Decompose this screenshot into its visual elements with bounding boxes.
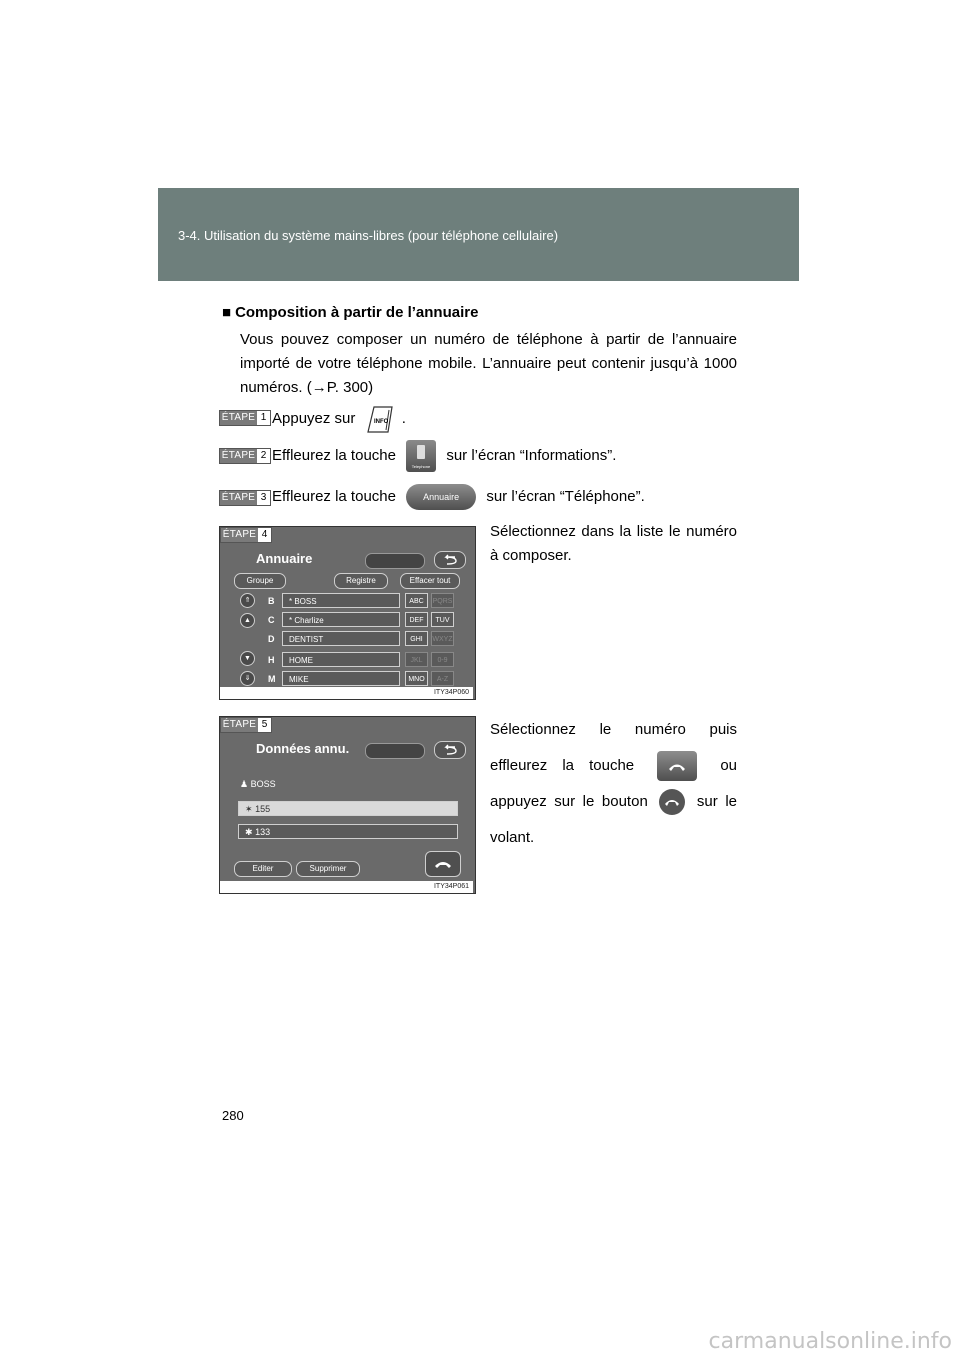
handset-icon [426,852,460,876]
row-letter: M [268,674,276,684]
phone-type-icon: ✶ [245,804,253,814]
page-up-button[interactable]: ⇑ [240,593,255,608]
contact-name [240,779,276,790]
tab-registre[interactable]: Registre [334,573,388,589]
number-row-selected[interactable] [238,801,458,816]
row-letter: B [268,596,275,606]
number-text: 133 [255,827,271,837]
step-1-before: Appuyez sur [272,409,356,427]
phonebook-data-screen [219,716,476,894]
step-5-text-a: Sélectionnez le numéro puis effleurez la touche [490,721,737,774]
annuaire-button-icon: Annuaire [406,484,476,510]
person-icon: ♟ [240,779,249,789]
step-label: ÉTAPE [222,719,257,730]
step-2-text [272,440,616,472]
alpha-button[interactable]: A-Z [431,671,454,686]
step-label: ÉTAPE [222,529,257,540]
figure-caption: ITY34P061 [220,881,473,893]
phone-type-icon: ✱ [245,827,253,837]
call-button-icon [657,751,697,781]
figure-caption: ITY34P060 [220,687,473,699]
contact-row[interactable]: DENTIST [282,631,400,646]
contact-row[interactable]: * BOSS [282,593,400,608]
step-1-text [272,404,406,434]
alpha-button[interactable]: GHI [405,631,428,646]
step-5-text-c: sur le volant. [490,793,737,846]
step-tag-4 [220,527,272,543]
scroll-down-button[interactable]: ▼ [240,651,255,666]
step-tag-3 [219,490,271,506]
row-letter: D [268,634,275,644]
intro-paragraph: Vous pouvez composer un numéro de téléphone à partir de l’annuaire importé de votre téléphone mobile. L’annuaire peut contenir jusqu’à 1000 numéros. (→P. 300) [240,331,737,396]
step-tag-5 [220,717,272,733]
number-text: 155 [255,804,271,814]
step-number: 1 [260,412,267,423]
section-marker: ■ [222,304,232,321]
header-band [158,188,799,281]
telephone-label: Telephone [411,464,431,469]
contact-name-text: BOSS [250,779,276,789]
step-3-after: sur l’écran “Téléphone”. [486,487,645,505]
row-letter: H [268,655,275,665]
back-button[interactable] [434,551,466,569]
step-number: 2 [260,450,267,461]
step-5-text-b: ou appuyez sur le bouton [490,757,738,810]
delete-button[interactable]: Supprimer [296,861,360,877]
alpha-button[interactable]: ABC [405,593,428,608]
contact-row[interactable]: HOME [282,652,400,667]
section-title [222,304,478,321]
telephone-button-icon [406,440,436,472]
status-indicators [365,743,425,759]
section-header: 3-4. Utilisation du système mains-libres (pour téléphone cellulaire) [178,228,559,243]
step-number: 3 [260,492,267,503]
step-label: ÉTAPE [221,450,256,461]
tab-groupe[interactable]: Groupe [234,573,286,589]
alpha-button[interactable]: TUV [431,612,454,627]
step-4-text: Sélectionnez dans la liste le numéro à composer. [490,523,737,564]
step-number: 4 [261,529,268,540]
step-label: ÉTAPE [221,492,256,503]
edit-button[interactable]: Editer [234,861,292,877]
section-title-text: Composition à partir de l’annuaire [235,304,479,321]
step-3-before: Effleurez la touche [272,487,396,505]
scroll-up-button[interactable]: ▲ [240,613,255,628]
step-number: 5 [261,719,268,730]
info-label: INFO [373,419,388,425]
tab-effacer-tout[interactable]: Effacer tout [400,573,460,589]
step-5-text [490,712,737,856]
alpha-button[interactable]: PQRS [431,593,454,608]
step-tag-2 [219,448,271,464]
step-1-after: . [401,409,406,427]
step-tag-1 [219,410,271,426]
page-number: 280 [222,1108,244,1123]
phonebook-screen [219,526,476,700]
page-down-button[interactable]: ⇓ [240,671,255,686]
watermark: carmanualsonline.info [708,1329,952,1354]
step-label: ÉTAPE [221,412,256,423]
contact-row[interactable]: * Charlize [282,612,400,627]
steering-wheel-call-icon [659,789,685,815]
info-button-icon [364,404,394,434]
row-letter: C [268,615,275,625]
contact-row[interactable]: MIKE [282,671,400,686]
step-2-before: Effleurez la touche [272,446,396,464]
step-3-text [272,484,645,510]
screen-title: Données annu. [256,741,350,756]
alpha-button[interactable]: JKL [405,652,428,667]
call-button[interactable] [425,851,461,877]
step-2-after: sur l’écran “Informations”. [446,446,617,464]
screen-title: Annuaire [256,551,313,566]
status-indicators [365,553,425,569]
number-row[interactable] [238,824,458,839]
alpha-button[interactable]: 0-9 [431,652,454,667]
back-button[interactable] [434,741,466,759]
alpha-button[interactable]: MNO [405,671,428,686]
alpha-button[interactable]: DEF [405,612,428,627]
alpha-button[interactable]: WXYZ [431,631,454,646]
